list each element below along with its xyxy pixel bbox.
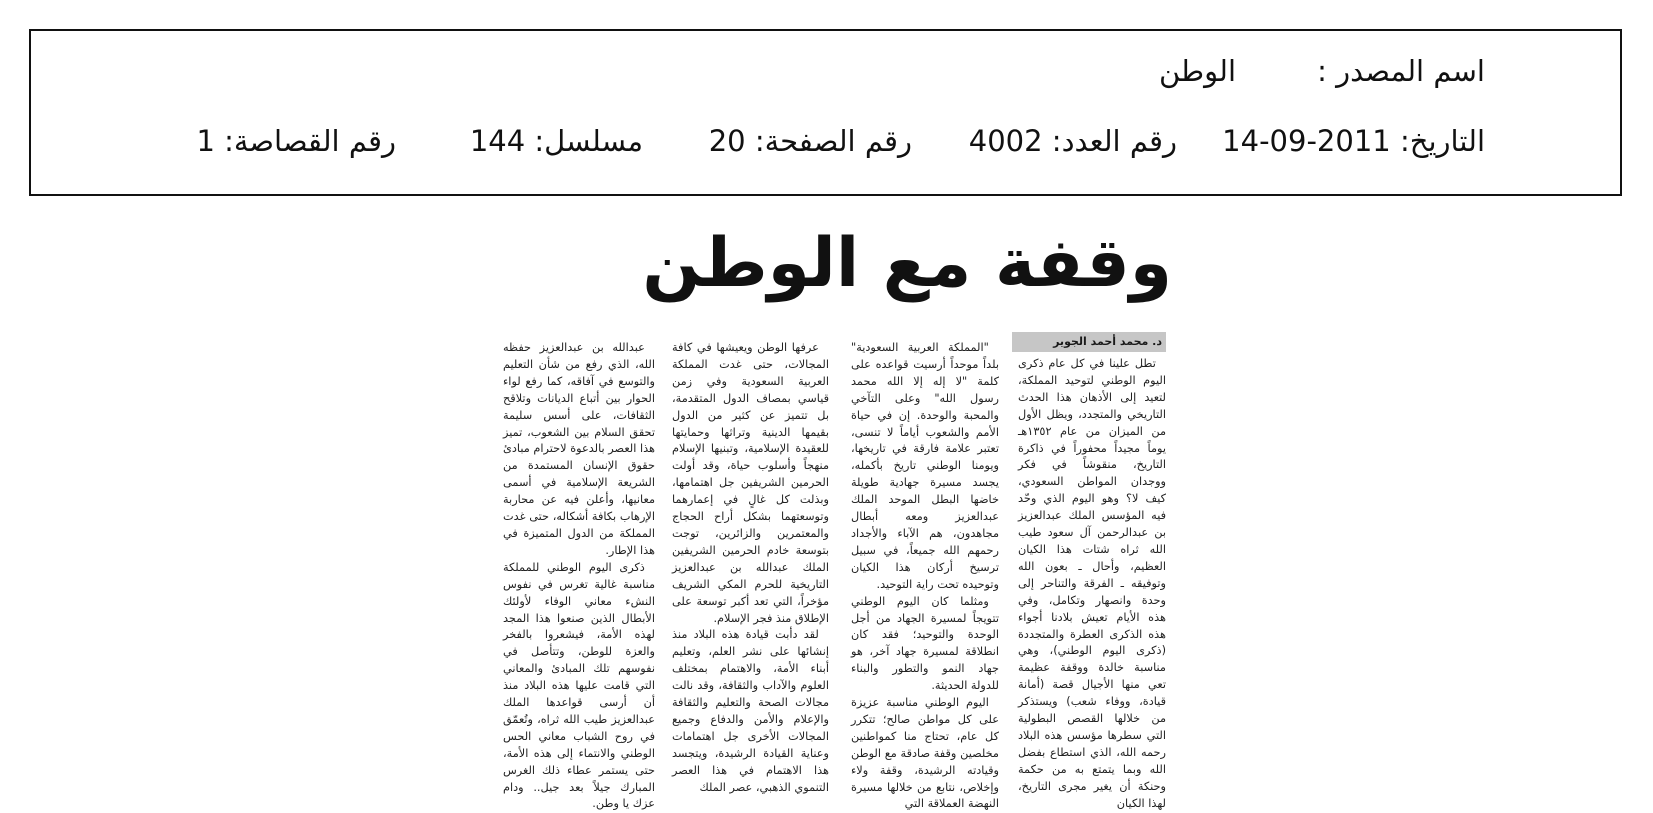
clip-number-field: رقم القصاصة: 1 <box>196 124 396 158</box>
column-paragraph: تطل علينا في كل عام ذكرى اليوم الوطني لتوحيد المملكة، لتعيد إلى الأذهان هذا الحدث التاريخي والمتجدد، ويظل الأول من الميزان من عام ١٣٥٢هـ يوماً مجيداً محفوراً في ذاكرة التاريخ، منقوشاً في فكر ووجدان المواطن السعودي، كيف لا؟ وهو اليوم الذي وحّد فيه المؤسس الملك عبدالعزيز بن عبدالرحمن آل سعود طيب الله ثراه شتات هذا الكيان العظيم، وأحال ـ بعون الله وتوفيقه ـ الفرقة والتناحر إلى وحدة وانصهار وتكامل، وفي هذه الأيام تعيش بلادنا أجواء هذه الذكرى العطرة والمتجددة (ذكرى اليوم الوطني)، وهي مناسبة خالدة ووقفة عظيمة تعي منها الأجيال قصة (أمانة قيادة، ووفاء شعب) ويستذكر من خلالها القصص البطولية التي سطرها مؤسس هذه البلاد رحمه الله، الذي استطاع بفضل الله وبما يتمتع به من حكمة وحنكة أن يغير مجرى التاريخ، لهذا الكيان <box>1018 357 1166 810</box>
article-column-1 <box>1018 356 1166 812</box>
date-field: التاريخ: 2011-09-14 <box>1222 124 1485 158</box>
column-paragraph: ومثلما كان اليوم الوطني تتويجاً لمسيرة الجهاد من أجل الوحدة والتوحيد؛ فقد كان انطلاقة لمسيرة جهاد آخر، هو جهاد النمو والتطور والبناء للدولة الحديثة. <box>851 594 999 693</box>
column-paragraph: ذكرى اليوم الوطني للمملكة مناسبة غالية تغرس في نفوس النشء معاني الوفاء لأولئك الأبطال الذين صنعوا هذا المجد لهذه الأمة، فيشعروا بالفخر والعزة للوطن، وتتأصل في نفوسهم تلك المبادئ والمعاني التي قامت عليها هذه البلاد منذ أن أرسى قواعدها الملك عبدالعزيز طيب الله ثراه، وتُعمّق في روح الشباب معاني الحس الوطني والانتماء إلى هذه الأمة، حتى يستمر عطاء ذلك الغرس المبارك جيلاً بعد جيل.. ودام عزك يا وطن. <box>503 560 655 811</box>
article-column-3 <box>672 340 829 796</box>
source-label: اسم المصدر : <box>1317 54 1485 88</box>
column-paragraph: عبدالله بن عبدالعزيز حفظه الله، الذي رفع من شأن التعليم والتوسع في آفاقه، كما رفع لواء الحوار بين أتباع الديانات وتلاقح الثقافات، على أسس سليمة تحقق السلام بين الشعوب، تميز هذا العصر بالدعوة لاحترام مبادئ حقوق الإنسان المستمدة من الشريعة الإسلامية في أسمى معانيها، وأعلن فيه عن محاربة الإرهاب بكافة أشكاله، حتى غدت المملكة من الدول المتميزة في هذا الإطار. <box>503 341 655 557</box>
source-info-box <box>29 29 1622 196</box>
source-value: الوطن <box>1158 54 1236 88</box>
column-paragraph: "المملكة العربية السعودية" بلداً موحداً أرسيت قواعده على كلمة "لا إله إلا الله محمد رسول الله" وعلى التآخي والمحبة والوحدة. إن في حياة الأمم والشعوب أياماً لا تنسى، تعتبر علامة فارقة في تاريخها، ويومنا الوطني تاريخ بأكمله، يجسد مسيرة جهادية طويلة خاضها البطل الموحد الملك عبدالعزيز ومعه أبطال مجاهدون، هم الآباء والأجداد رحمهم الله جميعاً، في سبيل ترسيخ أركان هذا الكيان وتوحيده تحت راية التوحيد. <box>851 341 999 591</box>
serial-field: مسلسل: 144 <box>469 124 643 158</box>
article-headline: وقفة مع الوطن <box>642 224 1172 303</box>
article-column-2 <box>851 340 999 813</box>
column-paragraph: لقد دأبت قيادة هذه البلاد منذ إنشائها على نشر العلم، وتعليم أبناء الأمة، والاهتمام بمختلف العلوم والآداب والثقافة، وقد نالت مجالات الصحة والتعليم والثقافة والإعلام والأمن والدفاع وجميع المجالات الأخرى جل اهتمامات وعناية القيادة الرشيدة، ويتجسد هذا الاهتمام في هذا العصر التنموي الذهبي، عصر الملك <box>672 628 829 794</box>
article-column-4 <box>503 340 655 813</box>
page-number-field: رقم الصفحة: 20 <box>708 124 912 158</box>
issue-number-field: رقم العدد: 4002 <box>968 124 1177 158</box>
article-byline: د. محمد أحمد الجوير <box>1012 332 1166 352</box>
column-paragraph: اليوم الوطني مناسبة عزيزة على كل مواطن صالح؛ تتكرر كل عام، تحتاج منا كمواطنين مخلصين وقفة صادقة مع الوطن وقيادته الرشيدة، وقفة ولاء وإخلاص، نتابع من خلالها مسيرة النهضة العملاقة التي <box>851 696 999 811</box>
column-paragraph: عرفها الوطن ويعيشها في كافة المجالات، حتى غدت المملكة العربية السعودية وفي زمن قياسي بمصاف الدول المتقدمة، بل تتميز عن كثير من الدول بقيمها الدينية وتراثها وحمايتها للعقيدة الإسلامية، وتبنيها الإسلام منهجاً وأسلوب حياة، وقد أولت الحرمين الشريفين جل اهتمامها، وبذلت كل غالٍ في إعمارهما وتوسعتهما بشكل أراح الحجاج والمعتمرين والزائرين، توجت بتوسعة خادم الحرمين الشريفين الملك عبدالله بن عبدالعزيز التاريخية للحرم المكي الشريف مؤخراً، التي تعد أكبر توسعة على الإطلاق منذ فجر الإسلام. <box>672 341 829 625</box>
